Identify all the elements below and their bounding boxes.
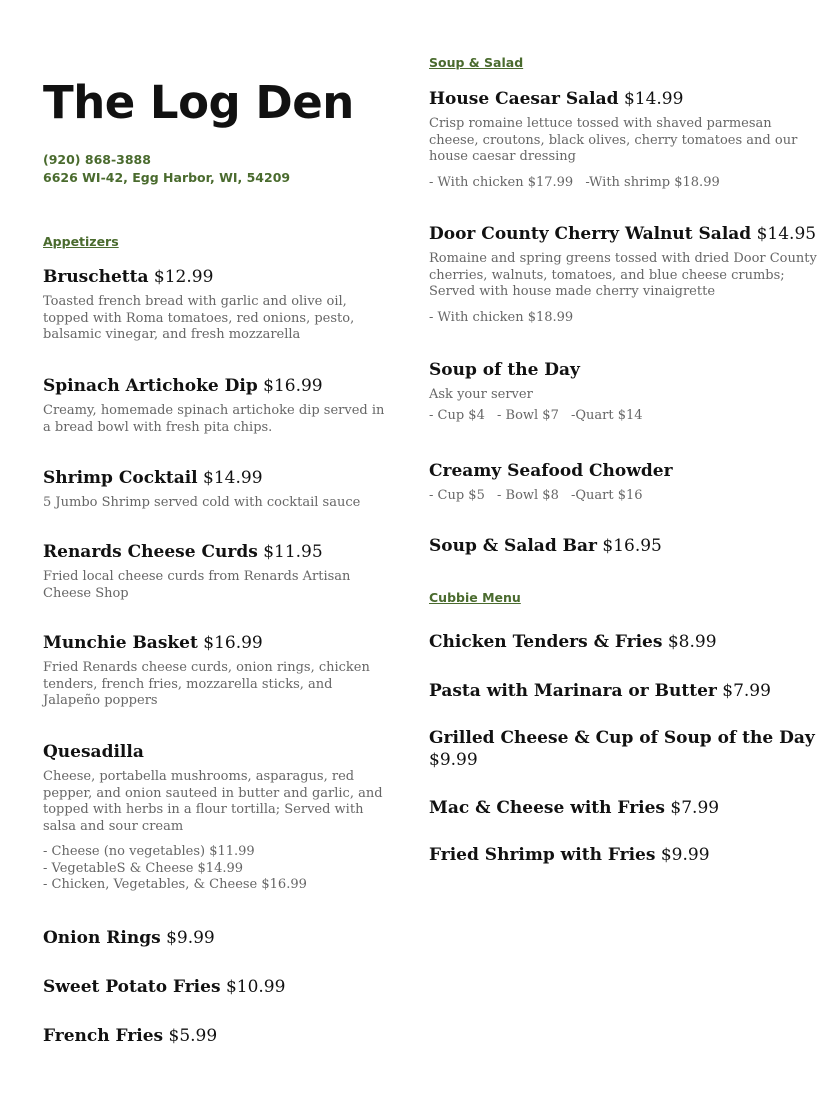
item-description: Romaine and spring greens tossed with dried Door County cherries, walnuts, tomatoes, and blue cheese crumbs; Served with house made cherry vinaigrette [429,251,817,299]
item-name: Fried Shrimp with Fries [429,845,656,865]
item-name: Mac & Cheese with Fries [429,798,665,818]
item-price: $12.99 [153,267,214,287]
item-name: Pasta with Marinara or Butter [429,681,717,701]
menu-item [43,541,388,602]
item-name: Onion Rings [43,928,161,948]
item-name: Munchie Basket [43,633,198,653]
menu-item [43,927,388,949]
item-option: - Chicken, Vegetables, & Cheese $16.99 [43,877,307,892]
item-description: Crisp romaine lettuce tossed with shaved parmesan cheese, croutons, black olives, cherry tomatoes and our house caesar dressing [429,116,798,164]
item-description: Toasted french bread with garlic and olive oil, topped with Roma tomatoes, red onions, pesto, balsamic vinegar, and fresh mozzarella [43,294,355,342]
menu-item [429,460,819,505]
item-option: - Cup $4 [429,407,485,423]
item-price: $8.99 [667,632,717,652]
item-options [429,408,819,425]
item-name: Sweet Potato Fries [43,977,221,997]
item-description: Ask your server [429,387,533,402]
menu-item [43,632,388,710]
menu-item [429,797,819,819]
item-option: -Quart $16 [571,488,643,503]
item-price: $16.95 [602,536,662,556]
menu-item [429,223,819,326]
item-option: - Bowl $8 [496,488,559,503]
item-description: 5 Jumbo Shrimp served cold with cocktail sauce [43,495,361,510]
restaurant-name: The Log Den [43,76,354,129]
item-description: Cheese, portabella mushrooms, asparagus, red pepper, and onion sauteed in butter and garlic, and topped with herbs in a flour tortilla; Served with salsa and sour cream [43,769,383,834]
item-name: Renards Cheese Curds [43,542,258,562]
item-price: $11.95 [263,542,323,562]
item-option: -Quart $14 [571,407,643,423]
item-name: French Fries [43,1026,164,1046]
address: 6626 WI-42, Egg Harbor, WI, 54209 [43,170,291,185]
item-name: Door County Cherry Walnut Salad [429,224,752,244]
menu-item [43,741,388,894]
menu-item [429,359,819,424]
item-price: $7.99 [670,798,720,818]
item-price: $14.99 [203,468,263,488]
menu-item [429,88,819,191]
item-options [429,488,819,505]
menu-item [429,680,819,702]
contact-info [43,151,290,187]
item-price: $9.99 [166,928,215,948]
item-name: Shrimp Cocktail [43,468,198,488]
item-price: $10.99 [225,977,286,997]
item-price: $14.99 [623,89,684,109]
menu-item [43,1025,388,1047]
item-options [43,844,388,894]
menu-item [43,375,388,436]
item-description: Fried local cheese curds from Renards Artisan Cheese Shop [43,569,351,601]
section-heading-appetizers: Appetizers [43,234,119,249]
menu-item [429,535,819,557]
menu-item [43,976,388,998]
item-description: Fried Renards cheese curds, onion rings, chicken tenders, french fries, mozzarella sticks, and Jalapeño poppers [43,660,370,708]
item-name: Soup & Salad Bar [429,536,597,556]
item-description: Creamy, homemade spinach artichoke dip served in a bread bowl with fresh pita chips. [43,403,385,435]
item-option: - Cheese (no vegetables) $11.99 [43,844,255,859]
phone-number: (920) 868-3888 [43,152,151,167]
item-name: Bruschetta [43,267,149,287]
item-name: Quesadilla [43,742,144,762]
item-name: Grilled Cheese & Cup of Soup of the Day [429,728,815,748]
menu-item [429,631,819,653]
item-option: - Cup $5 [429,488,485,503]
item-option: - With chicken $18.99 [429,309,574,325]
item-option: - With chicken $17.99 [429,174,574,190]
menu-item [43,467,388,512]
item-price: $16.99 [203,633,263,653]
menu-item [429,844,819,866]
item-options [429,175,819,192]
section-heading-cubbie-menu: Cubbie Menu [429,590,521,605]
menu-item [43,266,388,344]
item-price: $7.99 [722,681,771,701]
item-name: Spinach Artichoke Dip [43,376,258,396]
item-name: House Caesar Salad [429,89,619,109]
item-price: $9.99 [660,845,710,865]
item-name: Soup of the Day [429,360,580,380]
item-name: Chicken Tenders & Fries [429,632,663,652]
item-price: $9.99 [429,750,478,770]
item-name: Creamy Seafood Chowder [429,461,673,481]
menu-item [429,727,819,771]
item-price: $5.99 [168,1026,218,1046]
item-options [429,310,819,327]
item-price: $14.95 [756,224,817,244]
item-option: - VegetableS & Cheese $14.99 [43,860,244,876]
item-price: $16.99 [263,376,323,396]
section-heading-soup-salad: Soup & Salad [429,55,524,70]
item-option: - Bowl $7 [496,407,559,423]
item-option: -With shrimp $18.99 [585,174,720,190]
